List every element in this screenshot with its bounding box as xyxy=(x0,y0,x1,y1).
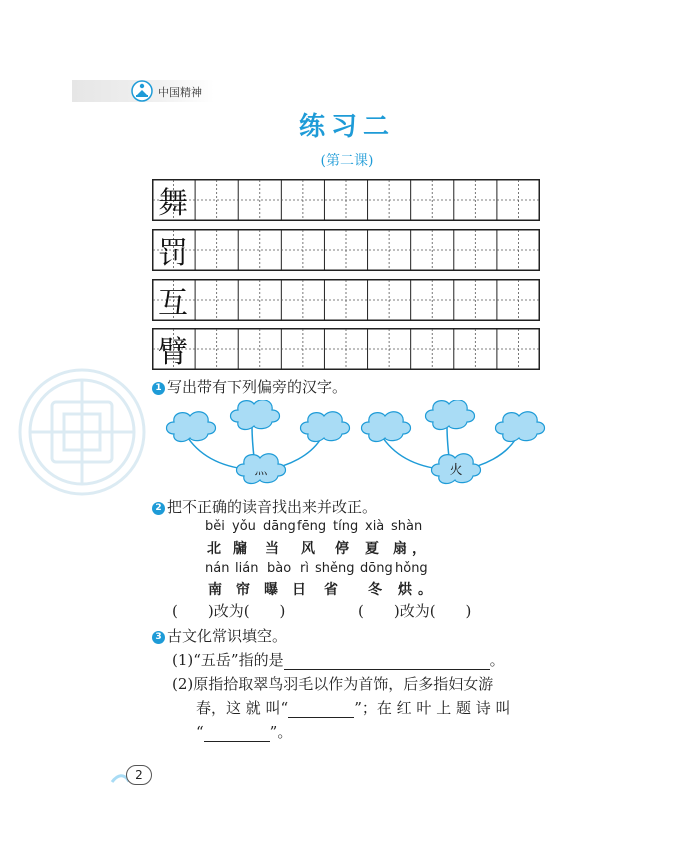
answer-blank[interactable] xyxy=(284,653,490,670)
hanzi: 当 xyxy=(265,541,279,557)
question-2-text: 把不正确的读音找出来并改正。 xyxy=(167,498,378,516)
model-character: 罚 xyxy=(158,236,188,271)
pinyin: xià xyxy=(365,519,385,534)
q3-item-2-text: 春，这 就 叫“ xyxy=(196,699,289,717)
pinyin: fēng xyxy=(297,519,327,534)
practice-row xyxy=(152,328,540,370)
pinyin: dōng xyxy=(360,561,393,576)
question-1 xyxy=(152,376,347,397)
pinyin: hǒng xyxy=(395,561,428,576)
pinyin: rì xyxy=(300,561,309,576)
question-2 xyxy=(152,496,377,517)
book-reader-icon xyxy=(130,79,154,103)
pinyin-row-1 xyxy=(205,519,425,535)
q3-item-2-line-2 xyxy=(196,697,511,718)
hanzi: 日 xyxy=(292,582,306,598)
hanzi: 风 xyxy=(301,541,315,557)
practice-row xyxy=(152,279,540,321)
hanzi: 北 xyxy=(207,541,221,557)
cloud-bubble xyxy=(496,412,545,442)
page-subtitle: (第二课) xyxy=(320,153,374,169)
pinyin: dāng xyxy=(263,519,296,534)
hanzi: 省 xyxy=(324,582,338,598)
practice-row xyxy=(152,179,540,221)
hanzi: 南 xyxy=(208,582,222,598)
chinese-knot-watermark-icon xyxy=(12,362,152,502)
page-number: 2 xyxy=(126,765,152,785)
page-title: 练习二 xyxy=(298,112,395,142)
cloud-bubble xyxy=(426,400,475,429)
question-3 xyxy=(152,625,287,646)
correction-blank-a[interactable]: ( )改为( ) xyxy=(172,602,286,620)
pinyin: tíng xyxy=(333,519,359,534)
q3-item-1-prefix: (1)“五岳”指的是 xyxy=(172,651,284,669)
radical-label: 火 xyxy=(449,463,463,478)
q3-item-1-suffix: 。 xyxy=(489,651,505,669)
hanzi: 夏 xyxy=(365,541,379,557)
practice-row xyxy=(152,229,540,271)
hanzi-row-1 xyxy=(207,538,437,556)
correction-blank-b[interactable]: ( )改为( ) xyxy=(358,602,472,620)
pinyin: nán xyxy=(205,561,230,576)
pinyin-row-2 xyxy=(205,561,435,577)
hanzi: 牖 xyxy=(233,541,247,557)
question-1-text: 写出带有下列偏旁的汉字。 xyxy=(167,378,348,396)
q3-item-2-line-3 xyxy=(196,721,292,742)
q3-item-2-line-1: (2)原指拾取翠鸟羽毛以作为首饰，后多指妇女游 xyxy=(172,675,494,693)
question-number-badge: 3 xyxy=(152,631,165,644)
question-number-badge: 1 xyxy=(152,382,165,395)
punctuation: 。 xyxy=(418,582,432,598)
question-number-badge: 2 xyxy=(152,502,165,515)
pinyin: bào xyxy=(267,561,292,576)
q3-item-1 xyxy=(172,649,505,670)
pinyin: běi xyxy=(205,519,225,534)
pinyin: shàn xyxy=(391,519,423,534)
hanzi: 停 xyxy=(335,541,349,557)
model-character: 舞 xyxy=(158,186,188,221)
radical-cloud-diagram xyxy=(160,400,550,492)
q3-item-2-text: “ xyxy=(196,723,204,741)
punctuation: ， xyxy=(412,541,426,557)
model-character: 臂 xyxy=(158,335,188,370)
answer-blank[interactable] xyxy=(204,727,270,742)
hanzi-row-2 xyxy=(208,579,438,597)
hanzi: 帘 xyxy=(236,582,250,598)
model-character: 互 xyxy=(158,286,188,321)
question-3-text: 古文化常识填空。 xyxy=(167,627,288,645)
hanzi: 烘 xyxy=(398,582,412,598)
cloud-bubble xyxy=(301,412,350,442)
hanzi: 冬 xyxy=(368,582,382,598)
hanzi: 曝 xyxy=(264,582,278,598)
hanzi: 扇 xyxy=(393,541,407,557)
pinyin: lián xyxy=(235,561,259,576)
cloud-bubble xyxy=(362,412,411,442)
cloud-bubble xyxy=(167,412,216,442)
radical-label: 灬 xyxy=(254,463,268,478)
q3-item-2-text: ”；在 红 叶 上 题 诗 叫 xyxy=(354,699,511,717)
pinyin: yǒu xyxy=(232,519,256,534)
q3-item-2-text: ”。 xyxy=(269,723,293,741)
pinyin: shěng xyxy=(315,561,355,576)
header-label: 中国精神 xyxy=(158,86,202,99)
cloud-bubble xyxy=(231,400,280,429)
answer-blank[interactable] xyxy=(288,703,354,718)
